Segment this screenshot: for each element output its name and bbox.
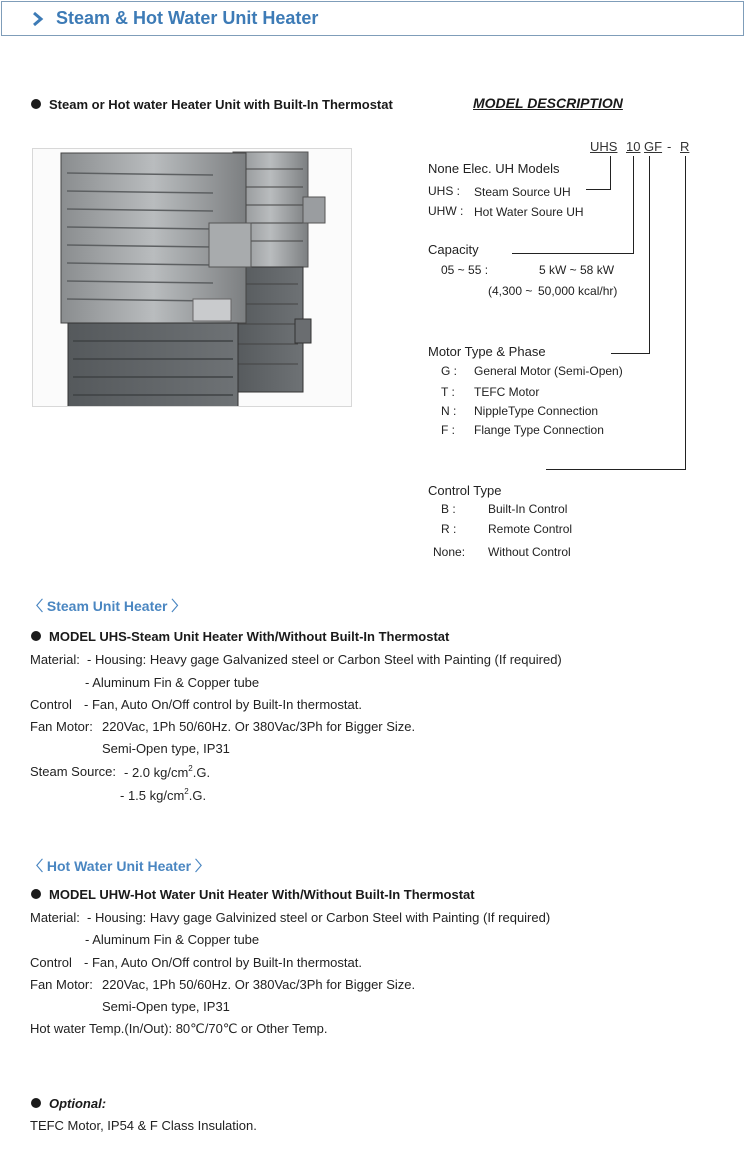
motor-desc: NippleType Connection bbox=[474, 404, 599, 418]
motor-code: T : bbox=[441, 385, 455, 399]
connector-line bbox=[685, 156, 686, 470]
steam-source-label: Steam Source: bbox=[30, 764, 116, 779]
optional-heading: Optional: bbox=[31, 1096, 106, 1111]
steam-source-1: - 2.0 $kg/cm^2.G$. bbox=[124, 764, 211, 780]
capacity-kw: 5 kW ~ 58 kW bbox=[539, 263, 615, 277]
hw-fan-1: 220Vac, 1Ph 50/60Hz. Or 380Vac/3Ph for Bigger Size. bbox=[102, 977, 416, 992]
hot-water-section-title: 〈 Hot Water Unit Heater 〉 bbox=[29, 858, 209, 874]
connector-line bbox=[512, 253, 634, 254]
optional-text: TEFC Motor, IP54 & F Class Insulation. bbox=[30, 1118, 257, 1133]
code-part-series: UHS bbox=[590, 139, 618, 154]
unit-heater-illustration bbox=[33, 149, 352, 407]
code-part-motor: GF bbox=[644, 139, 663, 154]
connector-line bbox=[649, 156, 650, 354]
models-heading: None Elec. UH Models bbox=[428, 161, 560, 176]
hw-material-1: - Housing: Havy gage Galvinized steel or Carbon Steel with Painting (If required) bbox=[87, 910, 551, 925]
bullet-icon bbox=[31, 889, 41, 899]
capacity-kcal-end: 50,000 kcal/hr) bbox=[538, 284, 618, 298]
model-desc: Hot Water Soure UH bbox=[474, 205, 584, 219]
steam-section-title: 〈 Steam Unit Heater 〉 bbox=[29, 598, 186, 614]
steam-fan-label: Fan Motor: bbox=[30, 719, 93, 734]
page-title: Steam & Hot Water Unit Heater bbox=[56, 8, 319, 28]
steam-fan-1: 220Vac, 1Ph 50/60Hz. Or 380Vac/3Ph for Bigger Size. bbox=[102, 719, 416, 734]
code-part-capacity: 10 bbox=[626, 139, 641, 154]
hw-temp: Hot water Temp.(In/Out): 80℃/70℃ or Other Temp. bbox=[30, 1021, 328, 1036]
steam-material-1: - Housing: Heavy gage Galvanized steel or Carbon Steel with Painting (If required) bbox=[87, 652, 562, 667]
connector-line bbox=[546, 469, 686, 470]
motor-code: F : bbox=[441, 423, 455, 437]
steam-material-2: - Aluminum Fin & Copper tube bbox=[85, 675, 260, 690]
bullet-icon bbox=[31, 99, 41, 109]
motor-desc: General Motor (Semi-Open) bbox=[474, 364, 623, 378]
hw-control-label: Control bbox=[30, 955, 72, 970]
capacity-kcal-start: (4,300 ~ bbox=[488, 284, 533, 298]
model-code: UHS : bbox=[428, 184, 461, 198]
hot-water-model-heading: MODEL UHW-Hot Water Unit Heater With/Without Built-In Thermostat bbox=[31, 887, 475, 902]
connector-line bbox=[633, 156, 634, 254]
control-desc: Built-In Control bbox=[488, 502, 568, 516]
control-code: R : bbox=[441, 522, 457, 536]
steam-control-label: Control bbox=[30, 697, 72, 712]
motor-code: N : bbox=[441, 404, 457, 418]
model-description-title: MODEL DESCRIPTION bbox=[473, 95, 623, 111]
steam-model-heading: MODEL UHS-Steam Unit Heater With/Without Built-In Thermostat bbox=[31, 629, 449, 644]
title-bar bbox=[1, 1, 744, 36]
hw-control-text: - Fan, Auto On/Off control by Built-In thermostat. bbox=[84, 955, 362, 970]
control-heading: Control Type bbox=[428, 483, 502, 498]
hw-material-label: Material: bbox=[30, 910, 80, 925]
connector-line bbox=[611, 353, 650, 354]
hw-fan-2: Semi-Open type, IP31 bbox=[102, 999, 230, 1014]
motor-desc: Flange Type Connection bbox=[474, 423, 604, 437]
connector-line bbox=[586, 189, 611, 190]
capacity-range: 05 ~ 55 : bbox=[441, 263, 489, 277]
control-code: None: bbox=[433, 545, 466, 559]
steam-material-label: Material: bbox=[30, 652, 80, 667]
code-part-dash: - bbox=[667, 139, 672, 154]
connector-line bbox=[610, 156, 611, 190]
bullet-icon bbox=[31, 631, 41, 641]
code-part-control: R bbox=[680, 139, 690, 154]
capacity-heading: Capacity bbox=[428, 242, 479, 257]
motor-desc: TEFC Motor bbox=[474, 385, 540, 399]
steam-control-text: - Fan, Auto On/Off control by Built-In thermostat. bbox=[84, 697, 362, 712]
model-code: UHW : bbox=[428, 204, 464, 218]
steam-source-2: - 1.5 $kg/cm^2.G$. bbox=[120, 787, 207, 803]
motor-code: G : bbox=[441, 364, 458, 378]
intro-heading: Steam or Hot water Heater Unit with Built-In Thermostat bbox=[31, 97, 393, 112]
chevron-right-icon bbox=[31, 10, 45, 28]
hw-fan-label: Fan Motor: bbox=[30, 977, 93, 992]
control-code: B : bbox=[441, 502, 456, 516]
steam-fan-2: Semi-Open type, IP31 bbox=[102, 741, 230, 756]
product-photo bbox=[32, 148, 352, 407]
bullet-icon bbox=[31, 1098, 41, 1108]
hw-material-2: - Aluminum Fin & Copper tube bbox=[85, 932, 260, 947]
control-desc: Remote Control bbox=[488, 522, 573, 536]
control-desc: Without Control bbox=[488, 545, 571, 559]
motor-heading: Motor Type & Phase bbox=[428, 344, 546, 359]
model-desc: Steam Source UH bbox=[474, 185, 571, 199]
